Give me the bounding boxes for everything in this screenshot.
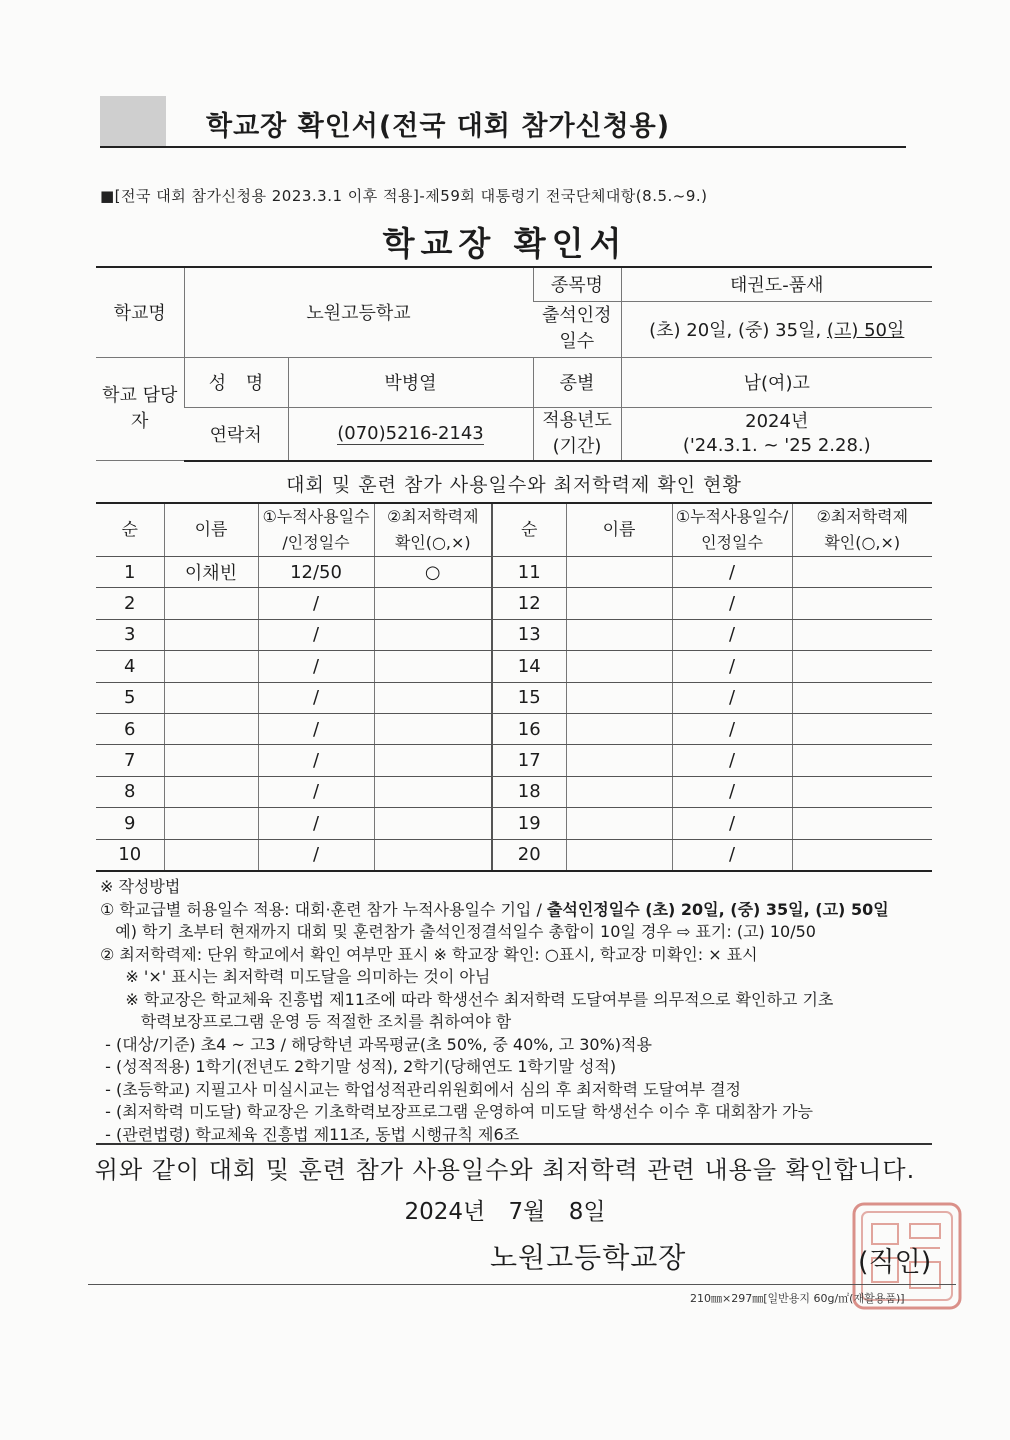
row-edu	[792, 713, 932, 744]
row-no: 9	[96, 808, 164, 839]
row-edu	[792, 682, 932, 713]
row-name	[566, 682, 672, 713]
date-month: 7월	[508, 1199, 546, 1225]
col-edu-left-2: 확인(○,×)	[394, 533, 471, 552]
row-name	[164, 745, 258, 776]
attendance-value	[621, 301, 932, 357]
year-label: 적용년도 (기간)	[533, 407, 621, 461]
header-gray-block	[100, 96, 166, 148]
table-row	[96, 588, 932, 619]
contact-number: (070)5216-2143	[337, 423, 484, 444]
row-days: /	[258, 839, 374, 871]
row-name	[164, 682, 258, 713]
doc-title: 학교장 확인서	[382, 224, 628, 263]
row-name	[164, 651, 258, 682]
date-day: 8일	[568, 1199, 606, 1225]
row-name	[164, 713, 258, 744]
row-no: 19	[492, 808, 566, 839]
row-edu	[792, 557, 932, 588]
row-name	[164, 776, 258, 807]
sport-value: 태권도-품새	[621, 267, 932, 301]
col-days-left-2: /인정일수	[282, 533, 350, 552]
row-no: 10	[96, 839, 164, 871]
col-days-right	[672, 503, 792, 557]
col-edu-left-1: ②최저학력제	[386, 507, 479, 526]
col-no-left: 순	[96, 503, 164, 557]
row-no: 1	[96, 557, 164, 588]
row-days: /	[258, 776, 374, 807]
row-name	[566, 776, 672, 807]
name-label: 성 명	[184, 357, 288, 407]
col-no-right: 순	[492, 503, 566, 557]
row-edu	[374, 808, 492, 839]
col-edu-left	[374, 503, 492, 557]
header-underline	[100, 146, 906, 148]
row-no: 4	[96, 651, 164, 682]
row-days: /	[258, 588, 374, 619]
manager-label: 학교 담당자	[96, 357, 184, 461]
notes-line-1a: ① 학교급별 허용일수 적용: 대회·훈련 참가 누적사용일수 기입 /	[100, 899, 547, 919]
sport-label: 종목명	[533, 267, 621, 301]
year-value: 2024년	[745, 410, 809, 432]
paper-note: 210㎜×297㎜[일반용지 60g/㎡(재활용품)]	[690, 1292, 905, 1305]
info-table	[96, 266, 932, 462]
notes-line-9: - (초등학교) 지필고사 미실시교는 학업성적관리위원회에서 심의 후 최저학력 도달여부 결정	[100, 1079, 741, 1099]
attendance-elem: (초) 20일,	[649, 320, 733, 341]
row-name: 이채빈	[164, 557, 258, 588]
header-box	[100, 96, 906, 148]
attendance-mid: (중) 35일,	[738, 320, 822, 341]
notes-line-10: - (최저학력 미도달) 학교장은 기초학력보장프로그램 운영하여 미도달 학생선수 이수 후 대회참가 가능	[100, 1102, 813, 1121]
col-edu-right-2: 확인(○,×)	[824, 533, 901, 552]
row-edu	[374, 651, 492, 682]
header-title: 학교장 확인서(전국 대회 참가신청용)	[206, 111, 671, 142]
row-edu	[374, 588, 492, 619]
signer: 노원고등학교장	[490, 1241, 687, 1274]
status-table	[96, 502, 932, 872]
row-edu	[374, 682, 492, 713]
row-no: 3	[96, 619, 164, 650]
name-value: 박병열	[288, 357, 533, 407]
row-edu	[792, 808, 932, 839]
col-days-left-1: ①누적사용일수	[262, 507, 370, 526]
row-days: /	[672, 619, 792, 650]
row-no: 2	[96, 588, 164, 619]
notes-line-11: - (관련법령) 학교체육 진흥법 제11조, 동법 시행규칙 제6조	[100, 1124, 520, 1144]
row-name	[566, 713, 672, 744]
notes-line-1	[100, 899, 940, 922]
row-edu	[374, 619, 492, 650]
table-row	[96, 619, 932, 650]
table-row	[96, 776, 932, 807]
table-row	[96, 839, 932, 871]
type-label: 종별	[533, 357, 621, 407]
type-value: 남(여)고	[621, 357, 932, 407]
row-days: 12/50	[258, 557, 374, 588]
date-year: 2024년	[404, 1199, 486, 1225]
row-name	[566, 745, 672, 776]
confirm-text: 위와 같이 대회 및 훈련 참가 사용일수와 최저학력 관련 내용을 확인합니다.	[94, 1156, 916, 1184]
row-edu	[792, 745, 932, 776]
row-edu	[792, 651, 932, 682]
table-row	[96, 651, 932, 682]
row-no: 17	[492, 745, 566, 776]
row-days: /	[258, 713, 374, 744]
subtitle: ■[전국 대회 참가신청용 2023.3.1 이후 적용]-제59회 대통령기 전국단체대항(8.5.~9.)	[100, 187, 708, 205]
row-edu	[374, 713, 492, 744]
row-days: /	[672, 682, 792, 713]
row-edu	[792, 776, 932, 807]
row-days: /	[672, 557, 792, 588]
school-label: 학교명	[96, 267, 184, 357]
row-days: /	[258, 651, 374, 682]
row-days: /	[672, 651, 792, 682]
row-days: /	[672, 808, 792, 839]
notes-line-2: 예) 학기 초부터 현재까지 대회 및 훈련참가 출석인정결석일수 총합이 10일 경우 ⇨ 표기: (고) 10/50	[100, 922, 816, 941]
bottom-rule	[96, 1143, 932, 1145]
notes-line-7: - (대상/기준) 초4 ~ 고3 / 해당학년 과목평균(초 50%, 중 40%, 고 30%)적용	[100, 1034, 652, 1054]
row-name	[164, 588, 258, 619]
col-days-left	[258, 503, 374, 557]
row-no: 5	[96, 682, 164, 713]
year-cell	[621, 407, 932, 461]
row-no: 13	[492, 619, 566, 650]
col-days-right-1: ①누적사용일수/	[675, 507, 789, 526]
table-row	[96, 713, 932, 744]
section-title: 대회 및 훈련 참가 사용일수와 최저학력제 확인 현황	[286, 474, 742, 496]
row-name	[566, 808, 672, 839]
row-edu	[792, 588, 932, 619]
row-name	[566, 651, 672, 682]
row-no: 18	[492, 776, 566, 807]
row-name	[566, 839, 672, 871]
status-table-body	[96, 557, 932, 871]
notes-line-1b: 출석인정일수 (초) 20일, (중) 35일, (고) 50일	[546, 899, 889, 919]
row-edu	[792, 619, 932, 650]
col-name-right: 이름	[566, 503, 672, 557]
col-days-right-2: 인정일수	[701, 533, 763, 552]
row-days: /	[672, 776, 792, 807]
row-days: /	[672, 588, 792, 619]
row-name	[164, 839, 258, 871]
row-no: 6	[96, 713, 164, 744]
row-days: /	[258, 745, 374, 776]
notes-line-4: ※ '×' 표시는 최저학력 미도달을 의미하는 것이 아님	[100, 967, 491, 986]
row-edu	[374, 776, 492, 807]
row-name	[164, 808, 258, 839]
row-no: 20	[492, 839, 566, 871]
row-name	[566, 619, 672, 650]
row-days: /	[672, 839, 792, 871]
row-no: 7	[96, 745, 164, 776]
notes	[100, 876, 940, 1146]
row-no: 14	[492, 651, 566, 682]
notes-line-3: ② 최저학력제: 단위 학교에서 확인 여부만 표시 ※ 학교장 확인: ○표시, 학교장 미확인: × 표시	[100, 944, 758, 964]
paper-rule	[88, 1284, 956, 1285]
col-edu-right	[792, 503, 932, 557]
row-days: /	[672, 745, 792, 776]
col-edu-right-1: ②최저학력제	[816, 507, 909, 526]
notes-line-5: ※ 학교장은 학교체육 진흥법 제11조에 따라 학생선수 최저학력 도달여부를 의무적으로 확인하고 기초	[100, 989, 834, 1009]
row-no: 8	[96, 776, 164, 807]
row-days: /	[258, 808, 374, 839]
row-no: 15	[492, 682, 566, 713]
table-row	[96, 808, 932, 839]
notes-line-6: 학력보장프로그램 운영 등 적절한 조치를 취하여야 함	[100, 1012, 512, 1031]
row-name	[164, 619, 258, 650]
row-edu: ○	[374, 557, 492, 588]
col-name-left: 이름	[164, 503, 258, 557]
contact-value	[288, 407, 533, 461]
row-no: 11	[492, 557, 566, 588]
attendance-high: (고) 50일	[826, 320, 905, 341]
row-days: /	[672, 713, 792, 744]
table-row	[96, 557, 932, 588]
table-row	[96, 745, 932, 776]
row-name	[566, 588, 672, 619]
period-value: ('24.3.1. ~ '25 2.28.)	[682, 434, 871, 456]
row-edu	[374, 745, 492, 776]
contact-label: 연락처	[184, 407, 288, 461]
notes-heading: ※ 작성방법	[100, 877, 181, 896]
row-name	[566, 557, 672, 588]
row-edu	[374, 839, 492, 871]
seal-label: (직인)	[858, 1247, 932, 1278]
notes-line-8: - (성적적용) 1학기(전년도 2학기말 성적), 2학기(당해연도 1학기말 성적)	[100, 1057, 617, 1076]
table-row	[96, 682, 932, 713]
row-days: /	[258, 682, 374, 713]
row-no: 16	[492, 713, 566, 744]
school-name: 노원고등학교	[184, 267, 533, 357]
row-days: /	[258, 619, 374, 650]
row-edu	[792, 839, 932, 871]
row-no: 12	[492, 588, 566, 619]
attendance-label: 출석인정 일수	[533, 301, 621, 357]
